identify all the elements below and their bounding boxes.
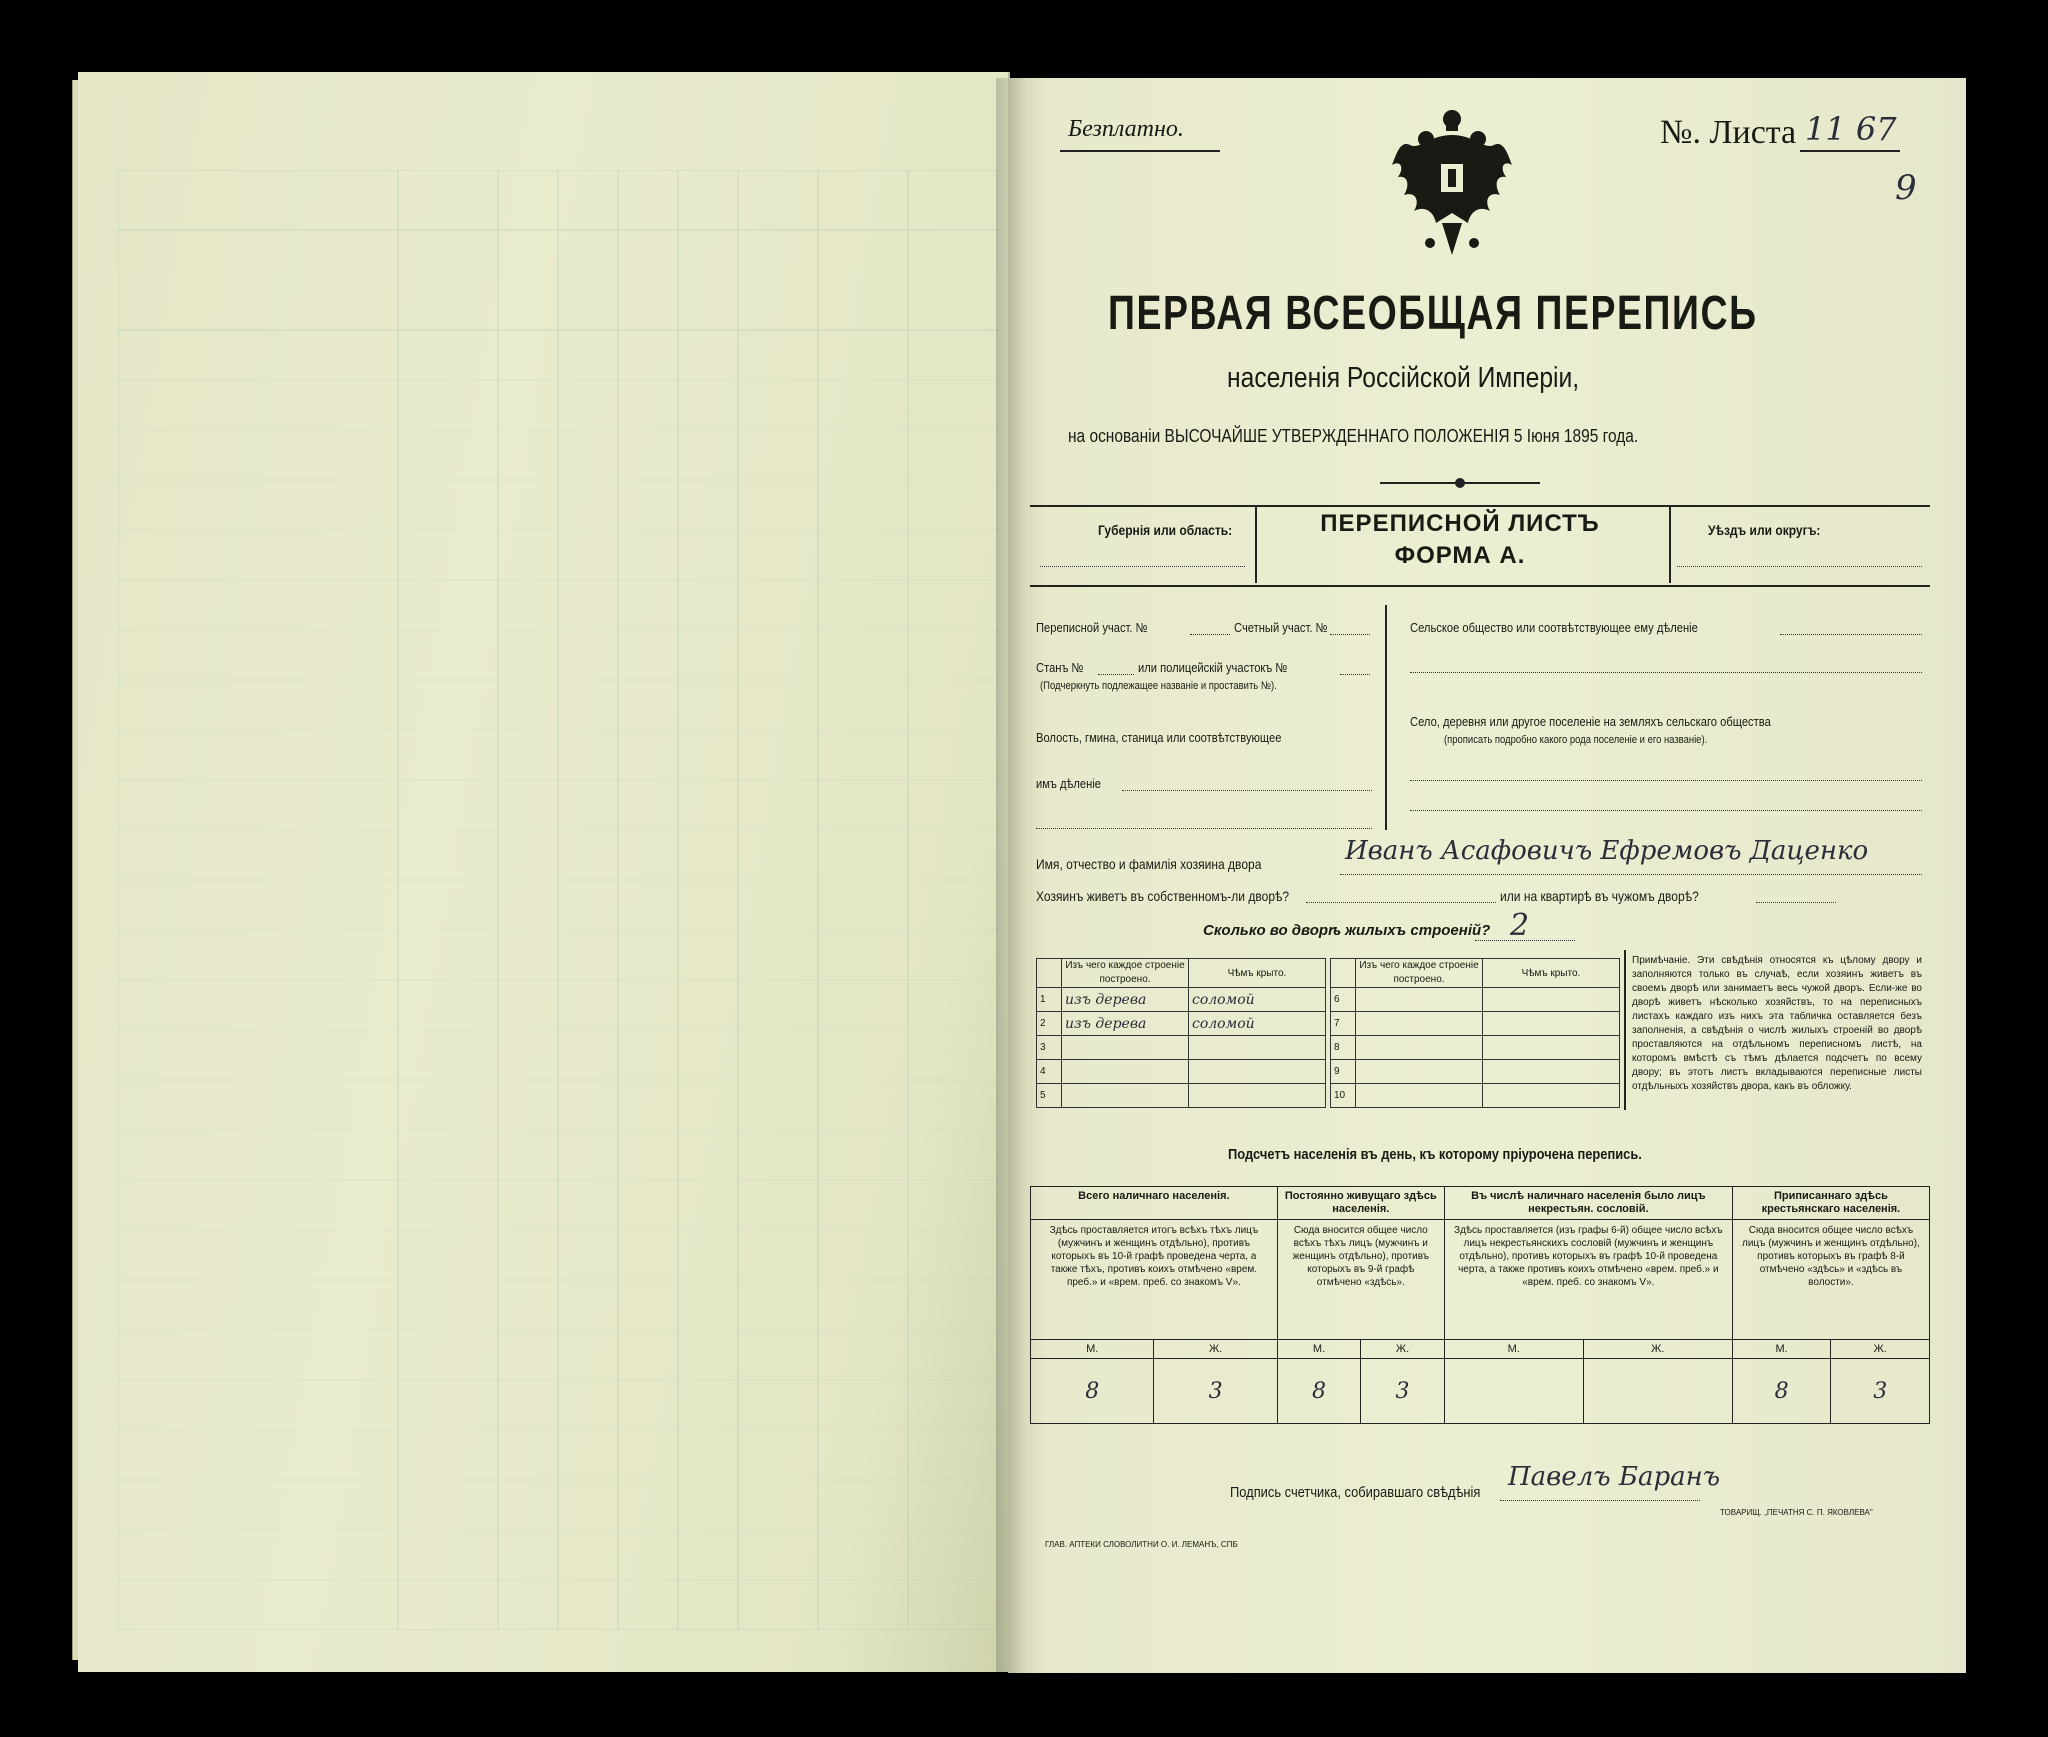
row-number: 3 bbox=[1037, 1036, 1062, 1060]
material-header: Изъ чего каждое строеніе построено. bbox=[1356, 959, 1483, 988]
stan-note: (Подчеркнуть подлежащее названіе и проставить №). bbox=[1040, 680, 1277, 692]
material-cell[interactable] bbox=[1062, 1060, 1189, 1084]
ornament-divider bbox=[1380, 475, 1540, 491]
material-header: Изъ чего каждое строеніе построено. bbox=[1062, 959, 1189, 988]
table-row bbox=[1037, 1060, 1326, 1084]
row-number: 1 bbox=[1037, 988, 1062, 1012]
col-peasant-header: Приписаннаго здѣсь крестьянскаго населенія. bbox=[1732, 1187, 1929, 1220]
settlement-note: (прописать подробно какого рода поселеніе и его названіе). bbox=[1444, 734, 1708, 746]
table-row bbox=[1331, 988, 1620, 1012]
owner-lives-field-2[interactable] bbox=[1756, 902, 1836, 903]
table-row bbox=[1331, 1084, 1620, 1108]
material-cell[interactable] bbox=[1062, 1036, 1189, 1060]
population-table bbox=[1030, 1186, 1930, 1424]
row-number: 7 bbox=[1331, 1012, 1356, 1036]
roof-cell[interactable] bbox=[1483, 1036, 1620, 1060]
table-row bbox=[1037, 1012, 1326, 1036]
uezd-field[interactable] bbox=[1677, 566, 1922, 567]
form-title-line2: ФОРМА А. bbox=[1394, 542, 1526, 569]
buildings-table-left bbox=[1036, 958, 1326, 1108]
col-peasant-desc: Сюда вносится общее число всѣхъ лицъ (мужчинъ и женщинъ отдѣльно), противъ которыхъ въ графѣ 8-й отмѣчено «здѣсь» и «здѣсь въ волости». bbox=[1732, 1220, 1929, 1340]
sheet-number-label: №. Листа bbox=[1660, 114, 1797, 151]
owner-lives-label: Хозяинъ живетъ въ собственномъ-ли дворѣ? bbox=[1036, 888, 1290, 904]
census-district-label: Переписной участ. № bbox=[1036, 620, 1148, 635]
male-label: М. bbox=[1444, 1340, 1583, 1359]
material-cell[interactable]: изъ дерева bbox=[1062, 1012, 1189, 1036]
row-number: 2 bbox=[1037, 1012, 1062, 1036]
village-society-field-2[interactable] bbox=[1410, 672, 1922, 673]
volost-label: Волость, гмина, станица или соотвѣтствующее bbox=[1036, 730, 1282, 745]
buildings-count-field[interactable] bbox=[1475, 940, 1575, 941]
roof-header: Чѣмъ крыто. bbox=[1189, 959, 1326, 988]
total-female-value[interactable]: 3 bbox=[1154, 1359, 1277, 1424]
non-peasant-male-value[interactable] bbox=[1444, 1359, 1583, 1424]
female-label: Ж. bbox=[1831, 1340, 1930, 1359]
counting-district-label: Счетный участ. № bbox=[1234, 620, 1328, 635]
sheet-number-underline bbox=[1800, 150, 1900, 152]
row-number: 5 bbox=[1037, 1084, 1062, 1108]
printer-right: ТОВАРИЩ. „ПЕЧАТНЯ С. П. ЯКОВЛЕВА" bbox=[1720, 1508, 1873, 1517]
male-label: М. bbox=[1732, 1340, 1831, 1359]
table-row bbox=[1331, 1036, 1620, 1060]
permanent-male-value[interactable]: 8 bbox=[1277, 1359, 1361, 1424]
row-number: 4 bbox=[1037, 1060, 1062, 1084]
signature-value: Павелъ Баранъ bbox=[1508, 1462, 1721, 1492]
owner-lives-field[interactable] bbox=[1306, 902, 1496, 903]
buildings-count-label: Сколько во дворѣ жилыхъ строеній? bbox=[1203, 922, 1491, 939]
material-cell[interactable] bbox=[1356, 1012, 1483, 1036]
roof-cell[interactable] bbox=[1189, 1060, 1326, 1084]
census-district-field[interactable] bbox=[1190, 634, 1230, 635]
table-row bbox=[1037, 988, 1326, 1012]
peasant-female-value[interactable]: 3 bbox=[1831, 1359, 1930, 1424]
material-cell[interactable] bbox=[1356, 1084, 1483, 1108]
village-society-field[interactable] bbox=[1780, 634, 1922, 635]
roof-cell[interactable] bbox=[1483, 1012, 1620, 1036]
row-number: 6 bbox=[1331, 988, 1356, 1012]
roof-cell[interactable] bbox=[1483, 1084, 1620, 1108]
roof-cell[interactable] bbox=[1483, 988, 1620, 1012]
roof-cell[interactable] bbox=[1483, 1060, 1620, 1084]
uezd-label: Уѣздъ или округъ: bbox=[1708, 522, 1821, 538]
free-underline bbox=[1060, 150, 1220, 152]
counting-district-field[interactable] bbox=[1330, 634, 1370, 635]
female-label: Ж. bbox=[1583, 1340, 1732, 1359]
peasant-male-value[interactable]: 8 bbox=[1732, 1359, 1831, 1424]
col-total-desc: Здѣсь проставляется итогъ всѣхъ тѣхъ лицъ (мужчинъ и женщинъ отдѣльно), противъ которыхъ въ 10-й графѣ проведена черта, а также тѣхъ, противъ коихъ отмѣчено «врем. преб.» и «врем. преб. со знакомъ V». bbox=[1031, 1220, 1278, 1340]
gubernia-label: Губернія или область: bbox=[1098, 522, 1233, 538]
gubernia-field[interactable] bbox=[1040, 566, 1245, 567]
owner-name-value: Иванъ Асафовичъ Ефремовъ Даценко bbox=[1345, 836, 1869, 866]
police-district-label: или полицейскій участокъ № bbox=[1138, 660, 1288, 675]
block-divider bbox=[1385, 605, 1387, 830]
signature-field[interactable] bbox=[1500, 1500, 1700, 1501]
settlement-field[interactable] bbox=[1410, 780, 1922, 781]
table-row bbox=[1331, 1060, 1620, 1084]
table-row bbox=[1331, 1012, 1620, 1036]
buildings-count-value: 2 bbox=[1510, 908, 1530, 943]
page-title: ПЕРВАЯ ВСЕОБЩАЯ ПЕРЕПИСЬ bbox=[1108, 287, 1758, 340]
col-non-peasant-desc: Здѣсь проставляется (изъ графы 6-й) общее число всѣхъ лицъ некрестьянскихъ сословій (мужчинъ и женщинъ отдѣльно), противъ которыхъ въ графѣ 10-й проведена черта, а также противъ коихъ отмѣчено «врем. преб.» и «врем. преб. со знакомъ V». bbox=[1444, 1220, 1732, 1340]
note-text: Примѣчаніе. Эти свѣдѣнія относятся къ цѣлому двору и заполняются только въ случаѣ, если хозяинъ живетъ въ своемъ дворѣ или занимаетъ весь чужой дворъ. Если-же во дворѣ живетъ нѣсколько хозяйствъ, то на переписныхъ листахъ каждаго изъ нихъ эта табличка оставляется безъ заполненія, а свѣдѣнія о числѣ жилыхъ строеній во дворѣ проставляются на отдѣльномъ переписномъ листѣ, на которомъ вмѣстѣ съ тѣмъ дѣлается подсчетъ по всему двору; въ этотъ листъ вкладываются переписные листы отдѣльныхъ хозяйствъ двора, какъ въ обложку. bbox=[1632, 955, 1922, 1092]
non-peasant-female-value[interactable] bbox=[1583, 1359, 1732, 1424]
roof-cell[interactable] bbox=[1189, 1084, 1326, 1108]
row-number: 10 bbox=[1331, 1084, 1356, 1108]
sheet-number-value: 11 67 bbox=[1805, 110, 1897, 148]
corner-mark: 9 bbox=[1895, 168, 1917, 208]
roof-cell[interactable]: соломой bbox=[1189, 988, 1326, 1012]
stan-field[interactable] bbox=[1098, 674, 1134, 675]
female-label: Ж. bbox=[1361, 1340, 1445, 1359]
roof-cell[interactable]: соломой bbox=[1189, 1012, 1326, 1036]
printer-left: ГЛАВ. АПТЕКИ СЛОВОЛИТНИ О. И. ЛЕМАНЪ, СПБ bbox=[1045, 1540, 1238, 1549]
material-cell[interactable] bbox=[1356, 1060, 1483, 1084]
free-label: Безплатно. bbox=[1068, 116, 1184, 142]
signature-label: Подпись счетчика, собиравшаго свѣдѣнія bbox=[1230, 1484, 1481, 1501]
village-society-label: Сельское общество или соотвѣтствующее ему дѣленіе bbox=[1410, 620, 1698, 635]
stan-label: Станъ № bbox=[1036, 660, 1084, 675]
col-non-peasant-header: Въ числѣ наличнаго населенія было лицъ некрестьян. сословій. bbox=[1444, 1187, 1732, 1220]
legal-basis-line: на основаніи ВЫСОЧАЙШЕ УТВЕРЖДЕННАГО ПОЛОЖЕНІЯ 5 Іюня 1895 года. bbox=[1068, 426, 1639, 446]
volost-field-2[interactable] bbox=[1036, 828, 1372, 829]
owner-label: Имя, отчество и фамилія хозяина двора bbox=[1036, 856, 1262, 872]
volost-field[interactable] bbox=[1122, 790, 1372, 791]
note-divider bbox=[1624, 950, 1626, 1110]
police-district-field[interactable] bbox=[1340, 674, 1370, 675]
bleed-through-grid bbox=[118, 170, 998, 1630]
row-number: 8 bbox=[1331, 1036, 1356, 1060]
total-male-value[interactable]: 8 bbox=[1031, 1359, 1154, 1424]
owner-lives-label-2: или на квартирѣ въ чужомъ дворѣ? bbox=[1500, 888, 1699, 904]
row-number: 9 bbox=[1331, 1060, 1356, 1084]
col-permanent-desc: Сюда вносится общее число всѣхъ тѣхъ лицъ (мужчинъ и женщинъ отдѣльно), противъ которыхъ въ 9-й графѣ отмѣчено «здѣсь». bbox=[1277, 1220, 1444, 1340]
table-row bbox=[1037, 1084, 1326, 1108]
male-label: М. bbox=[1031, 1340, 1154, 1359]
col-total-header: Всего наличнаго населенія. bbox=[1031, 1187, 1278, 1220]
roof-cell[interactable] bbox=[1189, 1036, 1326, 1060]
population-title: Подсчетъ населенія въ день, къ которому пріурочена перепись. bbox=[1228, 1146, 1642, 1163]
page-subtitle: населенія Россійской Имперіи, bbox=[1227, 362, 1580, 394]
material-cell[interactable] bbox=[1356, 988, 1483, 1012]
owner-name-field[interactable] bbox=[1340, 874, 1922, 875]
form-title-line1: ПЕРЕПИСНОЙ ЛИСТЪ bbox=[1320, 510, 1600, 537]
female-label: Ж. bbox=[1154, 1340, 1277, 1359]
material-cell[interactable] bbox=[1356, 1036, 1483, 1060]
buildings-table-right bbox=[1330, 958, 1620, 1108]
male-label: М. bbox=[1277, 1340, 1361, 1359]
double-headed-eagle-icon bbox=[1390, 105, 1515, 265]
settlement-label: Село, деревня или другое поселеніе на земляхъ сельскаго общества bbox=[1410, 714, 1771, 729]
volost-label-cont: имъ дѣленіе bbox=[1036, 776, 1102, 791]
permanent-female-value[interactable]: 3 bbox=[1361, 1359, 1445, 1424]
material-cell[interactable] bbox=[1062, 1084, 1189, 1108]
col-permanent-header: Постоянно живущаго здѣсь населенія. bbox=[1277, 1187, 1444, 1220]
table-row bbox=[1037, 1036, 1326, 1060]
material-cell[interactable]: изъ дерева bbox=[1062, 988, 1189, 1012]
roof-header: Чѣмъ крыто. bbox=[1483, 959, 1620, 988]
spine-shadow bbox=[996, 78, 1026, 1673]
settlement-field-2[interactable] bbox=[1410, 810, 1922, 811]
